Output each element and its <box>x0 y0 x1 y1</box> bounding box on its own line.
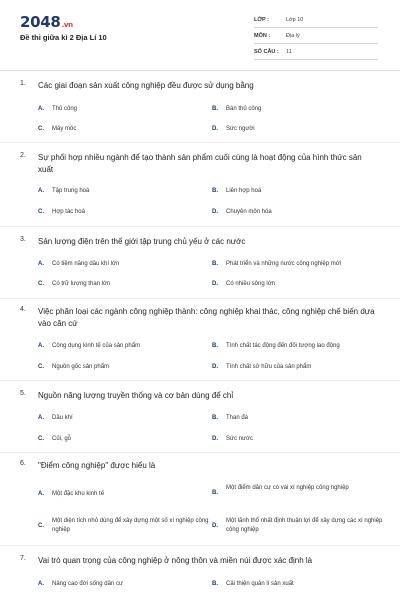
option-text: Tính chất tác động đến đối tượng lao động <box>226 343 340 349</box>
option-text: Liên hợp hoá <box>226 188 262 194</box>
meta-value-subject: Địa lý <box>286 33 300 39</box>
option-text: Công dụng kinh tế của sản phẩm <box>52 343 141 349</box>
option-text: Tính chất sở hữu của sản phẩm <box>226 364 312 370</box>
option-text: Một đặc khu kinh tế <box>52 491 105 497</box>
question-text: Vai trò quan trọng của công nghiệp ở nông thôn và miền núi được xác định là <box>38 556 313 565</box>
option-text: Có tiềm năng dầu khí lớn <box>52 261 120 267</box>
meta-row-subject <box>254 30 378 44</box>
option-text: Dầu khí <box>52 415 73 421</box>
option-letter: B. <box>212 490 218 496</box>
question-divider <box>0 298 400 299</box>
option-text: Củi, gỗ <box>52 436 72 442</box>
option-letter: D. <box>212 209 218 215</box>
meta-value-class: Lớp 10 <box>286 17 304 23</box>
option-text: Máy móc <box>52 126 77 132</box>
question-text: Sản lượng điện trên thế giới tập trung chủ yếu ở các nước <box>38 237 246 246</box>
option-letter: A. <box>38 491 44 497</box>
option-letter: A. <box>38 415 44 421</box>
meta-value-count: 11 <box>286 49 292 55</box>
question-text: Sự phối hợp nhiều ngành để tạo thành sản phẩm cuối cùng là hoạt động của hình thức sản xuất <box>38 153 362 174</box>
option-letter: B. <box>212 261 218 267</box>
option-letter: D. <box>212 436 218 442</box>
question-number: 2. <box>20 152 26 159</box>
option-letter: C. <box>38 209 44 215</box>
option-letter: C. <box>38 126 44 132</box>
option-letter: C. <box>38 281 44 287</box>
option-text: Một lãnh thổ nhất định thuận lợi để xây dựng các xí nghiệp công nghiệp <box>226 518 383 533</box>
meta-row-class <box>254 14 378 28</box>
logo-suffix: .vn <box>61 21 73 29</box>
option-text: Sức nước <box>226 436 253 442</box>
option-letter: A. <box>38 261 44 267</box>
question-number: 3. <box>20 236 26 243</box>
option-text: Tập trung hoá <box>52 188 90 194</box>
question-divider <box>0 452 400 453</box>
option-text: Thủ công <box>52 106 78 112</box>
option-letter: A. <box>38 106 44 112</box>
option-text: Cải thiện quản lí sản xuất <box>226 581 294 587</box>
option-letter: B. <box>212 343 218 349</box>
option-text: Một điểm dân cư có vài xí nghiệp công nghiệp <box>226 485 349 491</box>
header-divider <box>0 70 400 71</box>
question-text: Việc phân loại các ngành công nghiệp thành: công nghiệp khai thác, công nghiệp chế biến dựa vào căn cứ <box>38 307 375 328</box>
question-text: Các giai đoạn sản xuất công nghiệp đều được sử dụng bằng <box>38 81 254 90</box>
option-text: Có trữ lượng than lớn <box>52 281 111 287</box>
meta-key-subject: MÔN : <box>254 33 271 39</box>
option-text: Chuyên môn hóa <box>226 209 272 215</box>
option-letter: B. <box>212 188 218 194</box>
option-text: Sức người <box>226 126 255 132</box>
option-letter: A. <box>38 581 44 587</box>
option-letter: B. <box>212 106 218 112</box>
option-letter: C. <box>38 364 44 370</box>
option-letter: B. <box>212 581 218 587</box>
question-number: 7. <box>20 555 26 562</box>
exam-meta <box>254 14 378 62</box>
option-letter: C. <box>38 436 44 442</box>
option-text: Nguồn gốc sản phẩm <box>52 364 110 370</box>
option-text: Có nhiều sông lớn <box>226 281 275 287</box>
question-divider <box>0 380 400 381</box>
option-letter: D. <box>212 523 218 529</box>
option-letter: D. <box>212 364 218 370</box>
option-letter: A. <box>38 343 44 349</box>
question-number: 6. <box>20 460 26 467</box>
site-logo[interactable] <box>20 13 73 31</box>
question-divider <box>0 545 400 546</box>
option-text: Phát triển và những nước công nghiệp mới <box>226 261 341 267</box>
option-letter: D. <box>212 126 218 132</box>
logo-text: 2048 <box>20 13 61 31</box>
option-letter: C. <box>38 523 44 529</box>
page-header <box>0 0 400 66</box>
option-letter: A. <box>38 188 44 194</box>
question-number: 1. <box>20 80 26 87</box>
question-number: 5. <box>20 390 26 397</box>
option-letter: D. <box>212 281 218 287</box>
option-text: Một diện tích nhỏ dùng để xây dựng một số xí nghiệp công nghiệp <box>52 518 209 533</box>
question-divider <box>0 142 400 143</box>
option-text: Bán thủ công <box>226 106 262 112</box>
exam-title: Đề thi giữa kì 2 Địa Lí 10 <box>20 33 107 42</box>
meta-row-count <box>254 46 378 60</box>
question-divider <box>0 226 400 227</box>
question-number: 4. <box>20 306 26 313</box>
option-text: Hợp tác hoá <box>52 209 85 215</box>
option-letter: B. <box>212 415 218 421</box>
meta-key-class: LỚP : <box>254 17 269 23</box>
question-text: Nguồn năng lượng truyền thống và cơ bản dùng để chỉ <box>38 391 234 400</box>
question-text: "Điểm công nghiệp" được hiểu là <box>38 461 156 470</box>
option-text: Than đá <box>226 415 249 421</box>
meta-key-count: SỐ CÂU : <box>254 49 279 55</box>
option-text: Nâng cao đời sống dân cư <box>52 581 123 587</box>
